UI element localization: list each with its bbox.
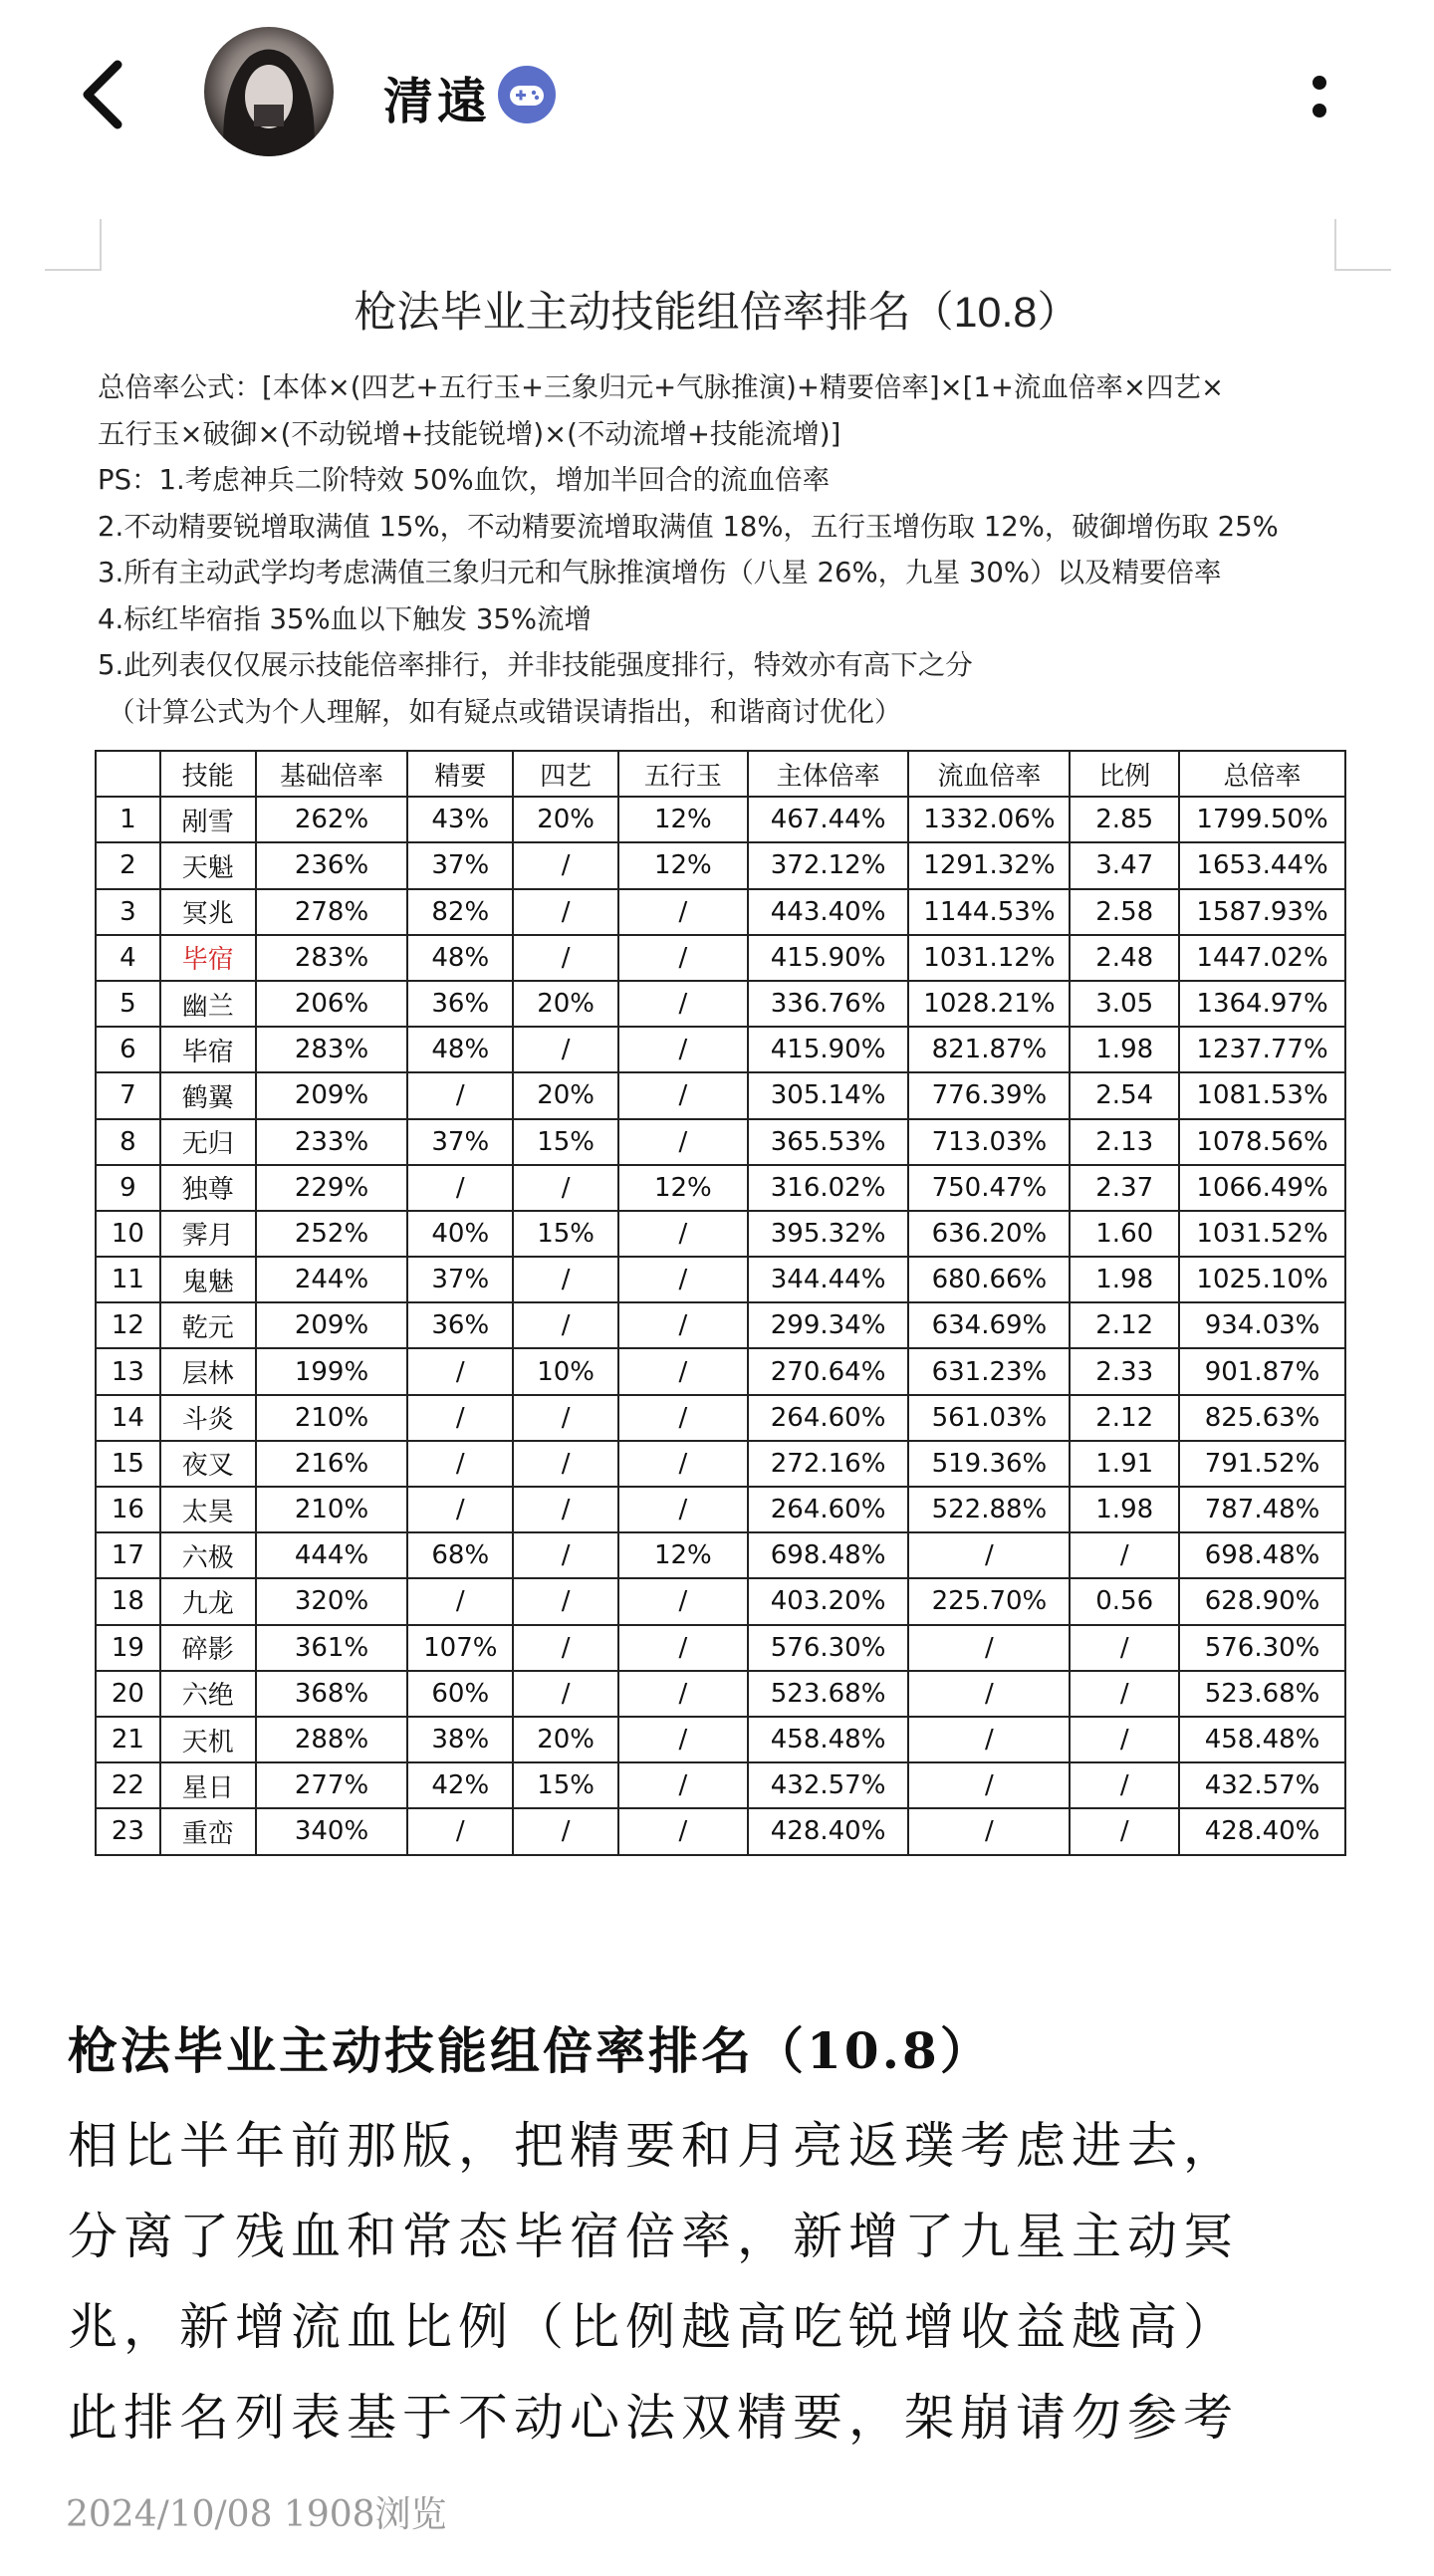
value-cell: 1081.53% <box>1179 1072 1345 1118</box>
skill-name-cell: 剐雪 <box>160 797 256 842</box>
table-row <box>96 1625 1345 1671</box>
value-cell: 1078.56% <box>1179 1119 1345 1165</box>
note-line: 2.不动精要锐增取满值 15%，不动精要流增取满值 18%，五行玉增伤取 12%，破御增伤取 25% <box>98 510 1279 543</box>
value-cell: 1.91 <box>1070 1441 1179 1487</box>
value-cell: / <box>618 1717 748 1762</box>
value-cell: 561.03% <box>908 1395 1070 1441</box>
rank-cell: 4 <box>96 935 160 981</box>
value-cell: / <box>513 1165 618 1211</box>
rank-cell: 9 <box>96 1165 160 1211</box>
image-crop-mark-right <box>1334 219 1391 271</box>
rank-cell: 18 <box>96 1578 160 1624</box>
value-cell: 1.98 <box>1070 1257 1179 1302</box>
value-cell: / <box>1070 1671 1179 1717</box>
avatar-image <box>204 27 334 156</box>
value-cell: 1031.12% <box>908 935 1070 981</box>
rank-cell: 2 <box>96 842 160 888</box>
value-cell: / <box>407 1487 513 1532</box>
value-cell: 209% <box>256 1072 408 1118</box>
value-cell: / <box>618 1302 748 1348</box>
game-controller-badge-icon <box>498 66 556 123</box>
value-cell: 199% <box>256 1348 408 1394</box>
value-cell: 1291.32% <box>908 842 1070 888</box>
post-meta: 2024/10/08 1908浏览 <box>66 2494 447 2535</box>
value-cell: 320% <box>256 1578 408 1624</box>
value-cell: 264.60% <box>748 1487 909 1532</box>
value-cell: 12% <box>618 1532 748 1578</box>
table-row <box>96 1717 1345 1762</box>
rank-cell: 11 <box>96 1257 160 1302</box>
value-cell: / <box>513 842 618 888</box>
skill-name-cell: 层林 <box>160 1348 256 1394</box>
value-cell: / <box>513 1027 618 1072</box>
value-cell: 15% <box>513 1211 618 1257</box>
rank-cell: 17 <box>96 1532 160 1578</box>
value-cell: / <box>908 1717 1070 1762</box>
table-row <box>96 797 1345 842</box>
table-row <box>96 1578 1345 1624</box>
value-cell: 107% <box>407 1625 513 1671</box>
table-row <box>96 1762 1345 1808</box>
value-cell: 698.48% <box>748 1532 909 1578</box>
note-line: 3.所有主动武学均考虑满值三象归元和气脉推演增伤（八星 26%，九星 30%）以及精要倍率 <box>98 557 1222 588</box>
note-line: 总倍率公式：[本体×(四艺+五行玉+三象归元+气脉推演)+精要倍率]×[1+流血倍率×四艺× <box>98 371 1225 403</box>
skill-name-cell: 重峦 <box>160 1808 256 1854</box>
username[interactable]: 清遠 <box>383 72 491 130</box>
value-cell: 244% <box>256 1257 408 1302</box>
rank-cell: 6 <box>96 1027 160 1072</box>
value-cell: 631.23% <box>908 1348 1070 1394</box>
ranking-table <box>95 750 1346 1856</box>
header-cell: 总倍率 <box>1179 751 1345 797</box>
value-cell: 415.90% <box>748 935 909 981</box>
skill-name-cell: 六绝 <box>160 1671 256 1717</box>
value-cell: 628.90% <box>1179 1578 1345 1624</box>
skill-name-cell: 夜叉 <box>160 1441 256 1487</box>
table-row <box>96 1441 1345 1487</box>
value-cell: / <box>513 1302 618 1348</box>
rank-cell: 8 <box>96 1119 160 1165</box>
value-cell: 209% <box>256 1302 408 1348</box>
value-cell: / <box>513 1257 618 1302</box>
value-cell: 262% <box>256 797 408 842</box>
value-cell: 3.05 <box>1070 981 1179 1027</box>
value-cell: 1.98 <box>1070 1487 1179 1532</box>
value-cell: 428.40% <box>748 1808 909 1854</box>
value-cell: 467.44% <box>748 797 909 842</box>
value-cell: 750.47% <box>908 1165 1070 1211</box>
value-cell: / <box>618 981 748 1027</box>
value-cell: 264.60% <box>748 1395 909 1441</box>
value-cell: 458.48% <box>748 1717 909 1762</box>
header-cell: 精要 <box>407 751 513 797</box>
skill-name-cell: 天机 <box>160 1717 256 1762</box>
value-cell: 2.37 <box>1070 1165 1179 1211</box>
value-cell: / <box>618 1027 748 1072</box>
table-row <box>96 1532 1345 1578</box>
value-cell: 825.63% <box>1179 1395 1345 1441</box>
value-cell: 1028.21% <box>908 981 1070 1027</box>
value-cell: 12% <box>618 1165 748 1211</box>
value-cell: 2.13 <box>1070 1119 1179 1165</box>
value-cell: 432.57% <box>748 1762 909 1808</box>
value-cell: 277% <box>256 1762 408 1808</box>
value-cell: 3.47 <box>1070 842 1179 888</box>
skill-name-cell: 星日 <box>160 1762 256 1808</box>
table-row <box>96 1165 1345 1211</box>
value-cell: 1031.52% <box>1179 1211 1345 1257</box>
post-body <box>68 2101 1382 2463</box>
value-cell: 636.20% <box>908 1211 1070 1257</box>
value-cell: 523.68% <box>1179 1671 1345 1717</box>
post-body-line: 此排名列表基于不动心法双精要，架崩请勿参考 <box>68 2389 1239 2447</box>
value-cell: 791.52% <box>1179 1441 1345 1487</box>
value-cell: 336.76% <box>748 981 909 1027</box>
back-arrow-icon <box>70 55 139 134</box>
value-cell: 576.30% <box>1179 1625 1345 1671</box>
skill-name-cell: 鬼魅 <box>160 1257 256 1302</box>
rank-cell: 5 <box>96 981 160 1027</box>
value-cell: / <box>513 1578 618 1624</box>
value-cell: / <box>618 1441 748 1487</box>
value-cell: / <box>407 1808 513 1854</box>
value-cell: 210% <box>256 1487 408 1532</box>
value-cell: 1799.50% <box>1179 797 1345 842</box>
value-cell: 634.69% <box>908 1302 1070 1348</box>
value-cell: 403.20% <box>748 1578 909 1624</box>
value-cell: 38% <box>407 1717 513 1762</box>
value-cell: 1.98 <box>1070 1027 1179 1072</box>
value-cell: 288% <box>256 1717 408 1762</box>
value-cell: / <box>407 1395 513 1441</box>
value-cell: 1066.49% <box>1179 1165 1345 1211</box>
value-cell: / <box>513 1671 618 1717</box>
value-cell: 2.54 <box>1070 1072 1179 1118</box>
value-cell: / <box>407 1165 513 1211</box>
value-cell: / <box>1070 1808 1179 1854</box>
value-cell: 444% <box>256 1532 408 1578</box>
header-cell: 技能 <box>160 751 256 797</box>
value-cell: / <box>513 935 618 981</box>
table-body <box>96 797 1345 1854</box>
table-row <box>96 1072 1345 1118</box>
value-cell: / <box>618 1625 748 1671</box>
value-cell: 252% <box>256 1211 408 1257</box>
note-line: 4.标红毕宿指 35%血以下触发 35%流增 <box>98 602 592 635</box>
skill-name-cell: 碎影 <box>160 1625 256 1671</box>
value-cell: 82% <box>407 889 513 935</box>
value-cell: 443.40% <box>748 889 909 935</box>
table-row <box>96 1119 1345 1165</box>
value-cell: 12% <box>618 797 748 842</box>
skill-name-cell: 天魁 <box>160 842 256 888</box>
table-row <box>96 889 1345 935</box>
table-row <box>96 1257 1345 1302</box>
rank-cell: 3 <box>96 889 160 935</box>
value-cell: 233% <box>256 1119 408 1165</box>
value-cell: 36% <box>407 981 513 1027</box>
post-body-line: 兆，新增流血比例（比例越高吃锐增收益越高） <box>68 2298 1239 2356</box>
value-cell: 2.58 <box>1070 889 1179 935</box>
value-cell: 20% <box>513 797 618 842</box>
value-cell: / <box>618 1348 748 1394</box>
note-line: 5.此列表仅仅展示技能倍率排行，并非技能强度排行，特效亦有高下之分 <box>98 649 973 681</box>
skill-name-cell: 独尊 <box>160 1165 256 1211</box>
table-row <box>96 1808 1345 1854</box>
back-button[interactable] <box>70 55 139 134</box>
rank-cell: 10 <box>96 1211 160 1257</box>
value-cell: 278% <box>256 889 408 935</box>
value-cell: 2.12 <box>1070 1395 1179 1441</box>
value-cell: / <box>908 1808 1070 1854</box>
rank-cell: 15 <box>96 1441 160 1487</box>
value-cell: 206% <box>256 981 408 1027</box>
value-cell: 1653.44% <box>1179 842 1345 888</box>
value-cell: 37% <box>407 842 513 888</box>
value-cell: 2.48 <box>1070 935 1179 981</box>
value-cell: 368% <box>256 1671 408 1717</box>
value-cell: / <box>1070 1762 1179 1808</box>
value-cell: 283% <box>256 935 408 981</box>
note-line: PS：1.考虑神兵二阶特效 50%血饮，增加半回合的流血倍率 <box>98 464 831 496</box>
value-cell: 934.03% <box>1179 1302 1345 1348</box>
value-cell: 1587.93% <box>1179 889 1345 935</box>
value-cell: / <box>513 1487 618 1532</box>
header-cell: 流血倍率 <box>908 751 1070 797</box>
value-cell: 395.32% <box>748 1211 909 1257</box>
table-row <box>96 1487 1345 1532</box>
value-cell: 216% <box>256 1441 408 1487</box>
value-cell: / <box>618 1072 748 1118</box>
value-cell: / <box>618 1395 748 1441</box>
value-cell: 316.02% <box>748 1165 909 1211</box>
value-cell: 15% <box>513 1762 618 1808</box>
value-cell: / <box>618 1671 748 1717</box>
value-cell: / <box>908 1625 1070 1671</box>
value-cell: 37% <box>407 1119 513 1165</box>
value-cell: 20% <box>513 1717 618 1762</box>
value-cell: 2.85 <box>1070 797 1179 842</box>
value-cell: 458.48% <box>1179 1717 1345 1762</box>
value-cell: 821.87% <box>908 1027 1070 1072</box>
value-cell: 1447.02% <box>1179 935 1345 981</box>
skill-name-cell: 太昊 <box>160 1487 256 1532</box>
value-cell: / <box>407 1441 513 1487</box>
rank-cell: 22 <box>96 1762 160 1808</box>
value-cell: 1025.10% <box>1179 1257 1345 1302</box>
table-row <box>96 1395 1345 1441</box>
value-cell: 415.90% <box>748 1027 909 1072</box>
value-cell: 0.56 <box>1070 1578 1179 1624</box>
value-cell: 236% <box>256 842 408 888</box>
value-cell: / <box>908 1762 1070 1808</box>
value-cell: 225.70% <box>908 1578 1070 1624</box>
value-cell: / <box>618 1578 748 1624</box>
value-cell: / <box>1070 1717 1179 1762</box>
table-row <box>96 1027 1345 1072</box>
header-cell: 基础倍率 <box>256 751 408 797</box>
value-cell: 283% <box>256 1027 408 1072</box>
value-cell: 305.14% <box>748 1072 909 1118</box>
value-cell: 270.64% <box>748 1348 909 1394</box>
post-body-line: 分离了残血和常态毕宿倍率，新增了九星主动冥 <box>68 2208 1239 2265</box>
table-row <box>96 1348 1345 1394</box>
value-cell: 713.03% <box>908 1119 1070 1165</box>
skill-name-cell: 无归 <box>160 1119 256 1165</box>
value-cell: / <box>618 935 748 981</box>
rank-cell: 20 <box>96 1671 160 1717</box>
value-cell: 522.88% <box>908 1487 1070 1532</box>
note-line: （计算公式为个人理解，如有疑点或错误请指出，和谐商讨优化） <box>108 695 902 728</box>
value-cell: 1.60 <box>1070 1211 1179 1257</box>
value-cell: 432.57% <box>1179 1762 1345 1808</box>
value-cell: 1364.97% <box>1179 981 1345 1027</box>
value-cell: / <box>513 1441 618 1487</box>
header-cell: 五行玉 <box>618 751 748 797</box>
value-cell: 210% <box>256 1395 408 1441</box>
value-cell: 299.34% <box>748 1302 909 1348</box>
value-cell: 40% <box>407 1211 513 1257</box>
value-cell: 2.33 <box>1070 1348 1179 1394</box>
table-row <box>96 1211 1345 1257</box>
value-cell: / <box>1070 1532 1179 1578</box>
value-cell: 12% <box>618 842 748 888</box>
value-cell: / <box>618 1808 748 1854</box>
image-title: 枪法毕业主动技能组倍率排名（10.8） <box>354 289 1080 337</box>
value-cell: / <box>1070 1625 1179 1671</box>
rank-cell: 21 <box>96 1717 160 1762</box>
value-cell: 20% <box>513 1072 618 1118</box>
more-vertical-icon[interactable] <box>1305 70 1334 129</box>
skill-name-cell: 毕宿 <box>160 935 256 981</box>
rank-cell: 16 <box>96 1487 160 1532</box>
value-cell: 576.30% <box>748 1625 909 1671</box>
value-cell: 428.40% <box>1179 1808 1345 1854</box>
value-cell: 60% <box>407 1671 513 1717</box>
value-cell: 1332.06% <box>908 797 1070 842</box>
skill-name-cell: 霁月 <box>160 1211 256 1257</box>
header-cell: 主体倍率 <box>748 751 909 797</box>
value-cell: / <box>618 1487 748 1532</box>
note-line: 五行玉×破御×(不动锐增+技能锐增)×(不动流增+技能流增)] <box>98 417 841 450</box>
rank-cell: 23 <box>96 1808 160 1854</box>
value-cell: 523.68% <box>748 1671 909 1717</box>
post-body-line: 相比半年前那版，把精要和月亮返璞考虑进去， <box>68 2117 1239 2175</box>
header-cell <box>96 751 160 797</box>
rank-cell: 14 <box>96 1395 160 1441</box>
value-cell: 361% <box>256 1625 408 1671</box>
table-row <box>96 842 1345 888</box>
value-cell: 340% <box>256 1808 408 1854</box>
table-row <box>96 981 1345 1027</box>
value-cell: / <box>618 1211 748 1257</box>
table-row <box>96 1671 1345 1717</box>
value-cell: 1237.77% <box>1179 1027 1345 1072</box>
formula-notes <box>98 364 1382 735</box>
value-cell: / <box>513 1625 618 1671</box>
table-row <box>96 935 1345 981</box>
rank-cell: 12 <box>96 1302 160 1348</box>
skill-name-cell: 斗炎 <box>160 1395 256 1441</box>
value-cell: 787.48% <box>1179 1487 1345 1532</box>
value-cell: 37% <box>407 1257 513 1302</box>
value-cell: 20% <box>513 981 618 1027</box>
skill-name-cell: 乾元 <box>160 1302 256 1348</box>
value-cell: 365.53% <box>748 1119 909 1165</box>
value-cell: 10% <box>513 1348 618 1394</box>
avatar[interactable] <box>204 27 334 156</box>
value-cell: / <box>908 1671 1070 1717</box>
skill-name-cell: 鹤翼 <box>160 1072 256 1118</box>
value-cell: 1144.53% <box>908 889 1070 935</box>
value-cell: / <box>618 889 748 935</box>
value-cell: / <box>407 1578 513 1624</box>
rank-cell: 13 <box>96 1348 160 1394</box>
value-cell: 776.39% <box>908 1072 1070 1118</box>
value-cell: / <box>908 1532 1070 1578</box>
value-cell: / <box>513 1532 618 1578</box>
rank-cell: 19 <box>96 1625 160 1671</box>
value-cell: 372.12% <box>748 842 909 888</box>
rank-cell: 7 <box>96 1072 160 1118</box>
table-header-row <box>96 751 1345 797</box>
value-cell: 42% <box>407 1762 513 1808</box>
value-cell: 48% <box>407 935 513 981</box>
value-cell: / <box>407 1072 513 1118</box>
value-cell: 272.16% <box>748 1441 909 1487</box>
value-cell: 698.48% <box>1179 1532 1345 1578</box>
rank-cell: 1 <box>96 797 160 842</box>
value-cell: / <box>618 1257 748 1302</box>
table-row <box>96 1302 1345 1348</box>
value-cell: 15% <box>513 1119 618 1165</box>
skill-name-cell: 六极 <box>160 1532 256 1578</box>
value-cell: 43% <box>407 797 513 842</box>
image-crop-mark-left <box>45 219 102 271</box>
value-cell: / <box>618 1762 748 1808</box>
value-cell: / <box>407 1348 513 1394</box>
skill-name-cell: 冥兆 <box>160 889 256 935</box>
value-cell: 680.66% <box>908 1257 1070 1302</box>
value-cell: 68% <box>407 1532 513 1578</box>
value-cell: 344.44% <box>748 1257 909 1302</box>
skill-name-cell: 九龙 <box>160 1578 256 1624</box>
value-cell: / <box>513 1395 618 1441</box>
value-cell: / <box>513 1808 618 1854</box>
header-cell: 四艺 <box>513 751 618 797</box>
value-cell: / <box>513 889 618 935</box>
value-cell: / <box>618 1119 748 1165</box>
value-cell: 36% <box>407 1302 513 1348</box>
value-cell: 519.36% <box>908 1441 1070 1487</box>
value-cell: 229% <box>256 1165 408 1211</box>
header-cell: 比例 <box>1070 751 1179 797</box>
skill-name-cell: 幽兰 <box>160 981 256 1027</box>
value-cell: 2.12 <box>1070 1302 1179 1348</box>
value-cell: 901.87% <box>1179 1348 1345 1394</box>
post-title: 枪法毕业主动技能组倍率排名（10.8） <box>68 2021 993 2080</box>
skill-name-cell: 毕宿 <box>160 1027 256 1072</box>
value-cell: 48% <box>407 1027 513 1072</box>
